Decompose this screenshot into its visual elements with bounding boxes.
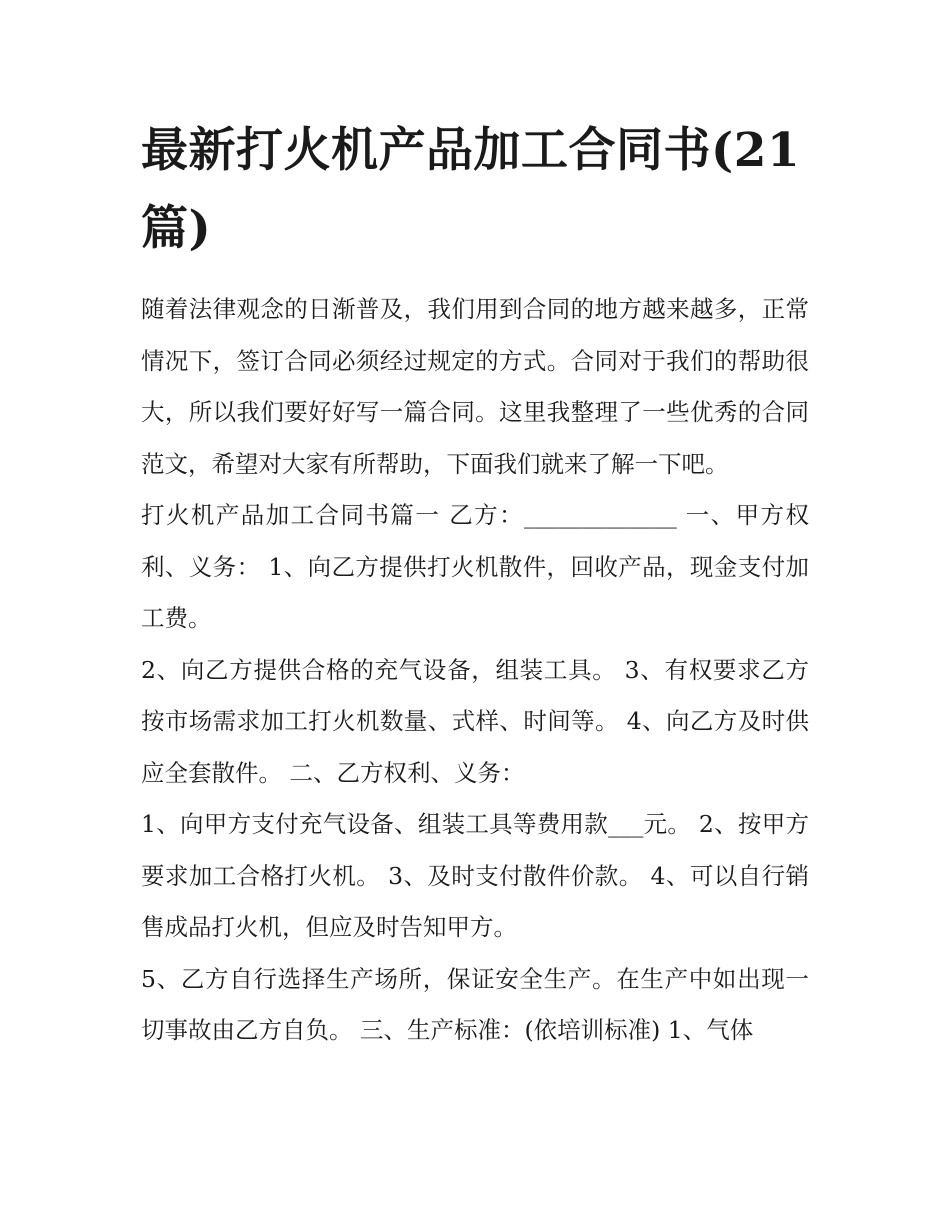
paragraph-intro: 随着法律观念的日渐普及，我们用到合同的地方越来越多，正常情况下，签订合同必须经过规定的方式。合同对于我们的帮助很大，所以我们要好好写一篇合同。这里我整理了一些优秀的合同范文，希望对大家有所帮助，下面我们就来了解一下吧。 <box>141 295 809 478</box>
paragraph-production-standards: 5、乙方自行选择生产场所，保证安全生产。在生产中如出现一切事故由乙方自负。 三、生产标准：(依培训标准) 1、气体 <box>141 964 809 1044</box>
paragraph-party-b-obligations: 1、向甲方支付充气设备、组装工具等费用款___元。 2、按甲方要求加工合格打火机。 3、及时支付散件价款。 4、可以自行销售成品打火机，但应及时告知甲方。 <box>141 810 809 941</box>
paragraph-party-a-obligations: 2、向乙方提供合格的充气设备，组装工具。 3、有权要求乙方按市场需求加工打火机数量、式样、时间等。 4、向乙方及时供应全套散件。 二、乙方权利、义务： <box>141 655 809 787</box>
document-page <box>141 112 809 1057</box>
paragraph-party-a-rights: 打火机产品加工合同书篇一 乙方：_____________ 一、甲方权利、义务： 1、向乙方提供打火机散件，回收产品，现金支付加工费。 <box>141 501 809 632</box>
document-title: 最新打火机产品加工合同书(21篇) <box>141 123 801 256</box>
document-body <box>141 284 809 1057</box>
